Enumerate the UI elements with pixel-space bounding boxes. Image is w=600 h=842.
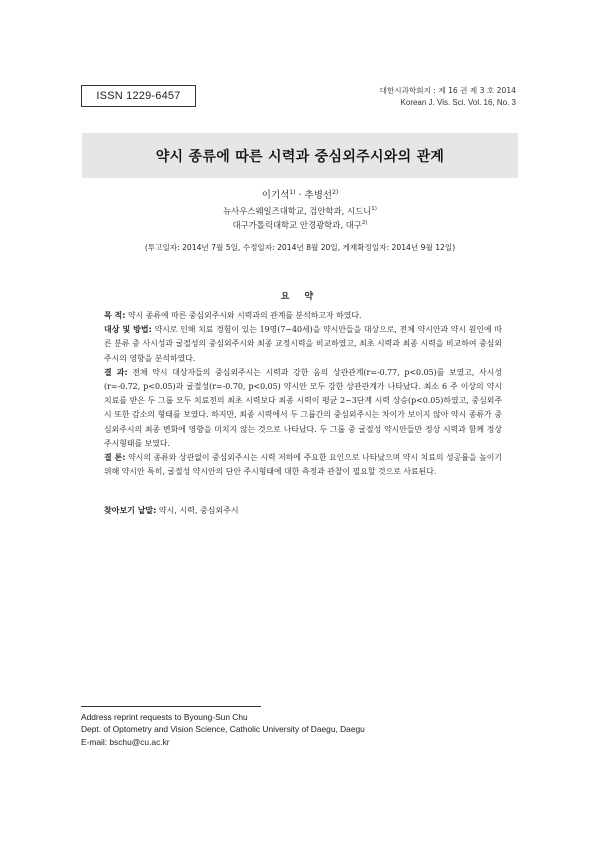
abstract-results	[104, 366, 502, 451]
footnote-email: E-mail: bschu@cu.ac.kr	[81, 736, 170, 747]
results-label: 결 과:	[104, 367, 128, 377]
abstract-purpose	[104, 309, 502, 323]
submission-dates: (투고일자: 2014년 7월 5일, 수정일자: 2014년 8월 20일, 게재확정일자: 2014년 9월 12일)	[144, 243, 456, 252]
affiliation-mark: 1)	[371, 206, 377, 213]
methods-text: 약시로 인해 치료 경험이 있는 19명(7~40세)을 약시안들을 대상으로, 전체 약시안과 약시 원인에 따른 분류 중 사시성과 굴절성의 중심외주시와 최종 교정시력을 비교하였고, 최초 시력과 최종 시력을 비교하여 중심외주시의 영향을 분석하였다.	[104, 325, 502, 363]
affiliation-mark: 2)	[361, 220, 368, 227]
journal-english: Korean J. Vis. Sci. Vol. 16, No. 3	[400, 98, 516, 107]
affiliation	[0, 219, 600, 231]
footnote-department: Dept. of Optometry and Vision Science, Catholic University of Daegu, Daegu	[81, 724, 365, 735]
title-banner	[82, 133, 518, 178]
purpose-text: 약시 종류에 따른 중심외주시와 시력과의 관계를 분석하고자 하였다.	[125, 311, 362, 320]
keywords-label: 찾아보기 낱말:	[104, 506, 157, 515]
purpose-label: 목 적:	[104, 311, 126, 320]
results-text: 전체 약시 대상자들의 중심외주시는 시력과 강한 음의 상관관계(r=-0.77, p<0.05)를 보였고, 사시성(r=-0.72, p<0.05)과 굴절성(r=-0.70, p<0.05) 약시안 모두 강한 상관관계가 나타났다. 최소 6 주 이상의 약시 치료를 받은 두 그룹 모두 치료전의 최초 시력보다 최종 시력이 평균 2~3단계 시력 상승(p<0.05)하였고, 중심외주시 또한 감소의 형태를 보였다. 하지만, 최종 시력에서 두 그룹간의 중심외주시는 차이가 보이지 않아 약시 종류가 중심외주시의 최종 변화에 영향을 미치지 않는 것으로 나타났다. 두 그룹 중 굴절성 약시안들만 정상 시력과 함께 정상 주시형태를 보였다.	[104, 367, 502, 448]
author-separator: ·	[295, 190, 305, 201]
footnote	[81, 711, 365, 748]
paper-title: 약시 종류에 따른 시력과 중심외주시와의 관계	[155, 148, 445, 165]
abstract-body	[104, 309, 502, 479]
footnote-reprint: Address reprint requests to Byoung-Sun Chu	[81, 712, 248, 722]
author-affil-mark: 1)	[289, 188, 296, 196]
abstract-methods	[104, 323, 502, 366]
keywords	[104, 505, 239, 516]
affiliation	[0, 205, 600, 217]
issn-box: ISSN 1229-6457	[81, 85, 196, 107]
keywords-value: 약시, 시력, 중심외주시	[156, 506, 239, 515]
author-name: 추병선	[304, 190, 333, 201]
author-affil-mark: 2)	[332, 188, 339, 196]
conclusion-text: 약시의 종류와 상관없이 중심외주시는 시력 저하에 주요한 요인으로 나타났으며 약시 치료의 성공률을 높이기 위해 약시안 특히, 굴절성 약시안의 단안 주시형태에 대한 측정과 관찰이 필요할 것으로 사료된다.	[104, 453, 502, 477]
journal-info	[380, 85, 516, 109]
affiliation-text: 뉴사우스웨일즈대학교, 검안학과, 시드니	[223, 206, 372, 216]
author-name: 이기석	[261, 190, 290, 201]
abstract-conclusion	[104, 451, 502, 479]
author-line	[0, 187, 600, 201]
methods-label: 대상 및 방법:	[104, 325, 152, 335]
affiliation-text: 대구가톨릭대학교 안경광학과, 대구	[232, 220, 362, 230]
abstract-heading: 요 약	[280, 292, 320, 302]
conclusion-label: 결 론:	[104, 453, 126, 463]
footnote-divider	[81, 706, 261, 707]
journal-korean: 대한시과학회지 : 제 16 권 제 3 호 2014	[379, 86, 516, 95]
